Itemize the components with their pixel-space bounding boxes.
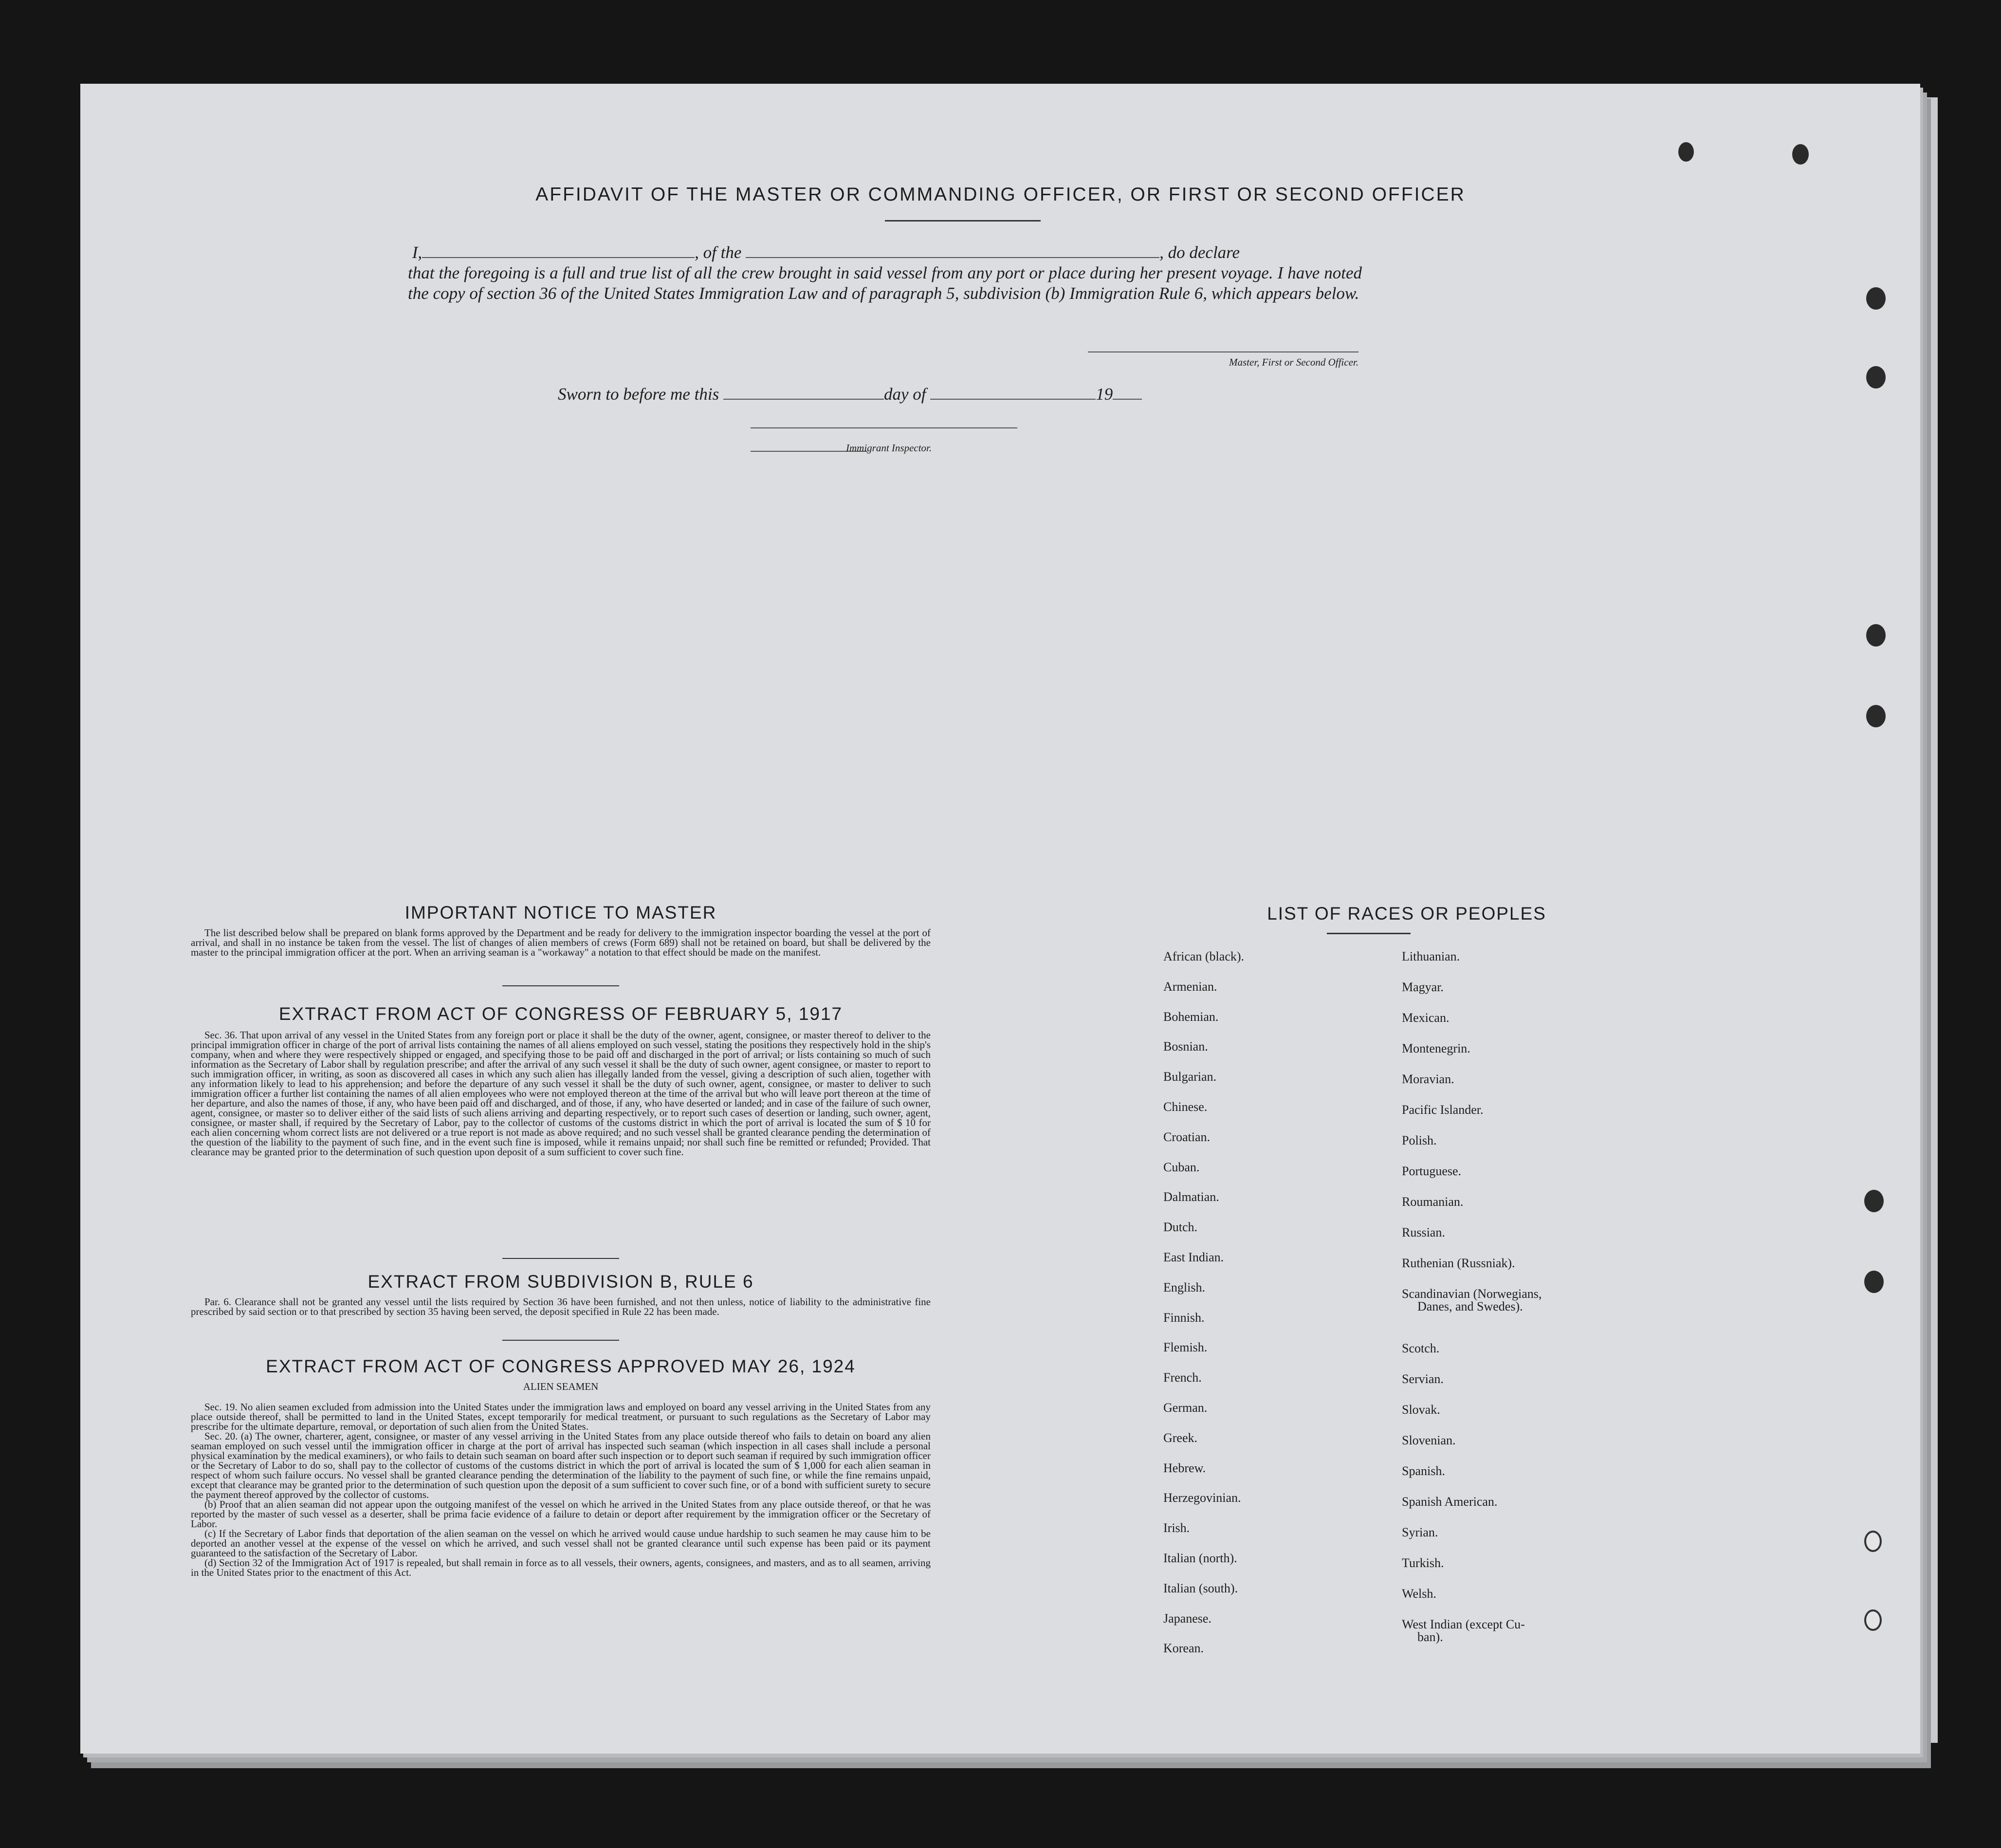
extract-1917-title: EXTRACT FROM ACT OF CONGRESS OF FEBRUARY 5, 1917: [278, 1004, 843, 1024]
binder-hole-icon: [1678, 142, 1694, 162]
signature-line: [1088, 351, 1358, 352]
binder-hole-icon: [1866, 366, 1886, 388]
race-entry: Polish.: [1402, 1133, 1437, 1147]
race-entry: Finnish.: [1163, 1310, 1205, 1325]
divider: [502, 1258, 619, 1259]
page-edge: [97, 1757, 1928, 1766]
binder-hole-icon: [1866, 287, 1886, 310]
rule-6-paragraph: Par. 6. Clearance shall not be granted any vessel until the lists required by Section 36 have been furnished, and not then unless, notice of liability to the administrative fine prescribed by said section or to that prescribed by section 35 having been served, the deposit specified in Rule 22 has been made.: [191, 1296, 931, 1317]
race-entry: Greek.: [1163, 1430, 1198, 1445]
race-entry: Turkish.: [1402, 1555, 1444, 1570]
binder-hole-icon: [1792, 144, 1809, 165]
sworn-line: [558, 385, 1142, 404]
divider: [1327, 933, 1411, 934]
race-entry: Magyar.: [1402, 980, 1444, 994]
divider: [502, 1340, 619, 1341]
race-entry: French.: [1163, 1370, 1202, 1385]
binder-hole-icon: [1866, 705, 1886, 727]
master-label: Master, First or Second Officer.: [1229, 356, 1358, 368]
binder-hole-icon: [1864, 1609, 1882, 1631]
race-entry: Dalmatian.: [1163, 1190, 1219, 1204]
race-entry: Ruthenian (Russniak).: [1402, 1256, 1515, 1270]
sec-20a-paragraph: Sec. 20. (a) The owner, charterer, agent, consignee, or master of any vessel arriving in the United States from any place outside thereof who fails to detain on board any alien seaman employed on such vessel until the immigration officer in charge at the port of arrival has inspected such seaman (which inspection in all cases shall include a personal physical examination by the medical examiners), or who fails to detain such seaman on board after such inspection or to deport such seaman if required by such immigration officer or the Secretary of Labor to do so, shall pay to the collector of customs of the customs district in which the port of arrival is located the sum of $ 1,000 for each alien seaman in respect of whom such failure occurs. No vessel shall be granted clearance pending the determination of the liability to the payment of such fine, or while the fine remains unpaid, except that clearance may be granted prior to the determination of such question upon the deposit of a sum sufficient to cover such fine, or of a bond with sufficient surety to secure the payment thereof approved by the collector of customs.: [191, 1430, 931, 1500]
race-entry: Russian.: [1402, 1225, 1445, 1239]
binder-hole-icon: [1864, 1531, 1882, 1552]
binder-hole-icon: [1866, 624, 1886, 647]
races-right-list: [1402, 949, 1606, 1660]
race-entry: Lithuanian.: [1402, 949, 1460, 963]
binder-hole-icon: [1864, 1190, 1884, 1212]
day-blank: [723, 399, 884, 400]
race-entry: Slovenian.: [1402, 1433, 1456, 1447]
affidavit-title: AFFIDAVIT OF THE MASTER OR COMMANDING OFFICER, OR FIRST OR SECOND OFFICER: [535, 184, 1466, 205]
race-entry: East Indian.: [1163, 1250, 1224, 1264]
race-entry: Bosnian.: [1163, 1039, 1208, 1054]
declaration-body: that the foregoing is a full and true list of all the crew brought in said vessel from any port or place during her present voyage. I have noted the copy of section 36 of the United States Immigration Law and of paragraph 5, subdivision (b) Immigration Rule 6, which appears below.: [408, 263, 1362, 303]
races-left-list: [1163, 949, 1407, 1660]
rule-6-text: [191, 1297, 931, 1316]
race-entry: Dutch.: [1163, 1220, 1198, 1235]
race-entry: Korean.: [1163, 1641, 1204, 1656]
race-entry: Irish.: [1163, 1521, 1190, 1535]
race-entry: West Indian (except Cu-: [1402, 1617, 1525, 1631]
race-entry: Moravian.: [1402, 1072, 1454, 1086]
act-1924-subtitle: ALIEN SEAMEN: [523, 1381, 599, 1392]
divider: [502, 985, 619, 986]
race-entry: Croatian.: [1163, 1129, 1211, 1144]
declaration-i: I,: [412, 243, 422, 262]
race-entry: Pacific Islander.: [1402, 1103, 1484, 1117]
races-title: LIST OF RACES OR PEOPLES: [1267, 904, 1546, 924]
binder-hole-icon: [1864, 1271, 1884, 1293]
race-entry: Slovak.: [1402, 1402, 1440, 1417]
act-1924-text: [191, 1402, 931, 1577]
race-entry: Italian (south).: [1163, 1581, 1238, 1595]
race-entry: Herzegovinian.: [1163, 1491, 1241, 1505]
month-blank: [930, 399, 1096, 400]
notice-title: IMPORTANT NOTICE TO MASTER: [404, 903, 717, 923]
sworn-text: Sworn to before me this: [558, 385, 719, 404]
sec-19-paragraph: Sec. 19. No alien seamen excluded from admission into the United States under the immigration laws and employed on board any vessel arriving in the United States from any place outside thereof, shall be permitted to land in the United States, except temporarily for medical treatment, or pursuant to such regulations as the Secretary of Labor may prescribe for the ultimate departure, removal, or deportation of such alien from the United States.: [191, 1401, 931, 1432]
race-entry: Portuguese.: [1402, 1164, 1462, 1178]
sec-20b-paragraph: (b) Proof that an alien seaman did not appear upon the outgoing manifest of the vessel on which he arrived in the United States from any place outside thereof, or that he was reported by the master of such vessel as a deserter, shall be prima facie evidence of a failure to detain or deport after requirement by the immigration officer or the Secretary of Labor.: [191, 1498, 931, 1530]
sec-20c-paragraph: (c) If the Secretary of Labor finds that deportation of the alien seaman on the vessel on which he arrived would cause undue hardship to such seamen he may cause him to be deported an another vessel at the expense of the vessel on which he arrived, and such vessel shall not be granted clearance until such expense has been paid or its payment guaranteed to the satisfaction of the Secretary of Labor.: [191, 1528, 931, 1559]
race-entry: African (black).: [1163, 949, 1245, 963]
section-36-paragraph: Sec. 36. That upon arrival of any vessel in the United States from any foreign port or place it shall be the duty of the owner, agent, consignee, or master thereof to deliver to the principal immigration officer in charge of the port of arrival lists containing the names of all aliens employed on such vessel, stating the positions they respectively hold in the ship's company, when and where they were respectively shipped or engaged, and specifying those to be paid off and discharged in the port of arrival; or lists containing so much of such information as the Secretary of Labor shall by regulation prescribe; and after the arrival of any such vessel it shall be the duty of such owner, agent consignee, or master to report to such immigration officer, in writing, as soon as discovered all cases in which any such alien has illegally landed from the vessel, giving a description of such alien, together with any information likely to lead to his apprehension; and before the departure of any such vessel it shall be the duty of such owner, agent, consignee, or master to deliver to such immigration officer a further list containing the names of all alien employees who were not employed thereon at the time of the arrival but who will leave port thereon at the time of her departure, and also the names of those, if any, who have been paid off and discharged, and of those, if any, who have deserted or landed; and in case of the failure of such owner, agent, consignee, or master so to deliver either of the said lists of such aliens arriving and departing respectively, or to report such cases of desertion or landing, such owner, agent, consignee, or master shall, if required by the Secretary of Labor, pay to the collector of customs of the customs district in which the port of arrival is located the sum of $ 10 for each alien concerning whom correct lists are not delivered or a true report is not made as above required; and no such vessel shall be granted clearance pending the determination of the question of the liability to the payment of such fine, and in the event such fine is imposed, while it remains unpaid; nor shall such fine be remitted or refunded; Provided. That clearance may be granted prior to the determination of such question upon deposit of a sum sufficient to cover such fine.: [191, 1029, 931, 1158]
race-entry: Roumanian.: [1402, 1195, 1464, 1209]
act-1924-title: EXTRACT FROM ACT OF CONGRESS APPROVED MAY 26, 1924: [266, 1356, 856, 1376]
race-entry: ban).: [1417, 1629, 1443, 1644]
divider: [885, 220, 1041, 222]
race-entry: Cuban.: [1163, 1160, 1200, 1174]
notice-text: [191, 928, 931, 957]
race-entry: English.: [1163, 1280, 1205, 1294]
extract-1917-text: [191, 1030, 931, 1157]
rule-6-title: EXTRACT FROM SUBDIVISION B, RULE 6: [367, 1272, 754, 1292]
race-entry: Italian (north).: [1163, 1551, 1237, 1565]
race-entry: Welsh.: [1402, 1586, 1436, 1601]
race-entry: Spanish American.: [1402, 1494, 1498, 1509]
race-entry: Scandinavian (Norwegians,: [1402, 1287, 1542, 1301]
sworn-day-of: day of: [883, 385, 926, 404]
race-entry: Danes, and Swedes).: [1417, 1299, 1523, 1314]
page-edge: [1925, 97, 1938, 1743]
race-entry: Servian.: [1402, 1371, 1444, 1386]
race-entry: Spanish.: [1402, 1463, 1445, 1478]
declaration-of-the: , of the: [695, 243, 742, 262]
signature-line: [751, 427, 1017, 428]
declaration-do-declare: , do declare: [1159, 243, 1240, 262]
sec-20d-paragraph: (d) Section 32 of the Immigration Act of 1917 is repealed, but shall remain in force as to all vessels, their owners, agents, consignees, and masters, and as to all seamen, arriving in the United States prior to the enactment of this Act.: [191, 1557, 931, 1578]
race-entry: Bohemian.: [1163, 1009, 1219, 1024]
inspector-label: Immigrant Inspector.: [846, 442, 932, 454]
race-entry: Scotch.: [1402, 1341, 1440, 1355]
notice-paragraph: The list described below shall be prepared on blank forms approved by the Department and be ready for delivery to the immigration inspector boarding the vessel at the port of arrival, and shall in no instance be taken from the vessel. The list of changes of alien members of crews (Form 689) shall not be retained on board, but shall be delivered by the master to the principal immigration officer at the port. When an arriving seaman is a "workaway" a notation to that effect should be made on the manifest.: [191, 927, 931, 958]
race-entry: Syrian.: [1402, 1525, 1438, 1539]
vessel-blank: [746, 257, 1159, 258]
race-entry: Flemish.: [1163, 1340, 1208, 1355]
race-entry: Japanese.: [1163, 1611, 1212, 1626]
year-blank: [1113, 399, 1142, 400]
race-entry: Armenian.: [1163, 979, 1217, 994]
sworn-year-prefix: 19: [1096, 385, 1113, 404]
race-entry: Hebrew.: [1163, 1460, 1206, 1475]
race-entry: Chinese.: [1163, 1100, 1208, 1114]
race-entry: German.: [1163, 1401, 1208, 1415]
affidavit-declaration: [408, 242, 1362, 304]
race-entry: Montenegrin.: [1402, 1041, 1470, 1055]
race-entry: Bulgarian.: [1163, 1070, 1217, 1084]
name-blank: [422, 257, 695, 258]
race-entry: Mexican.: [1402, 1011, 1450, 1025]
